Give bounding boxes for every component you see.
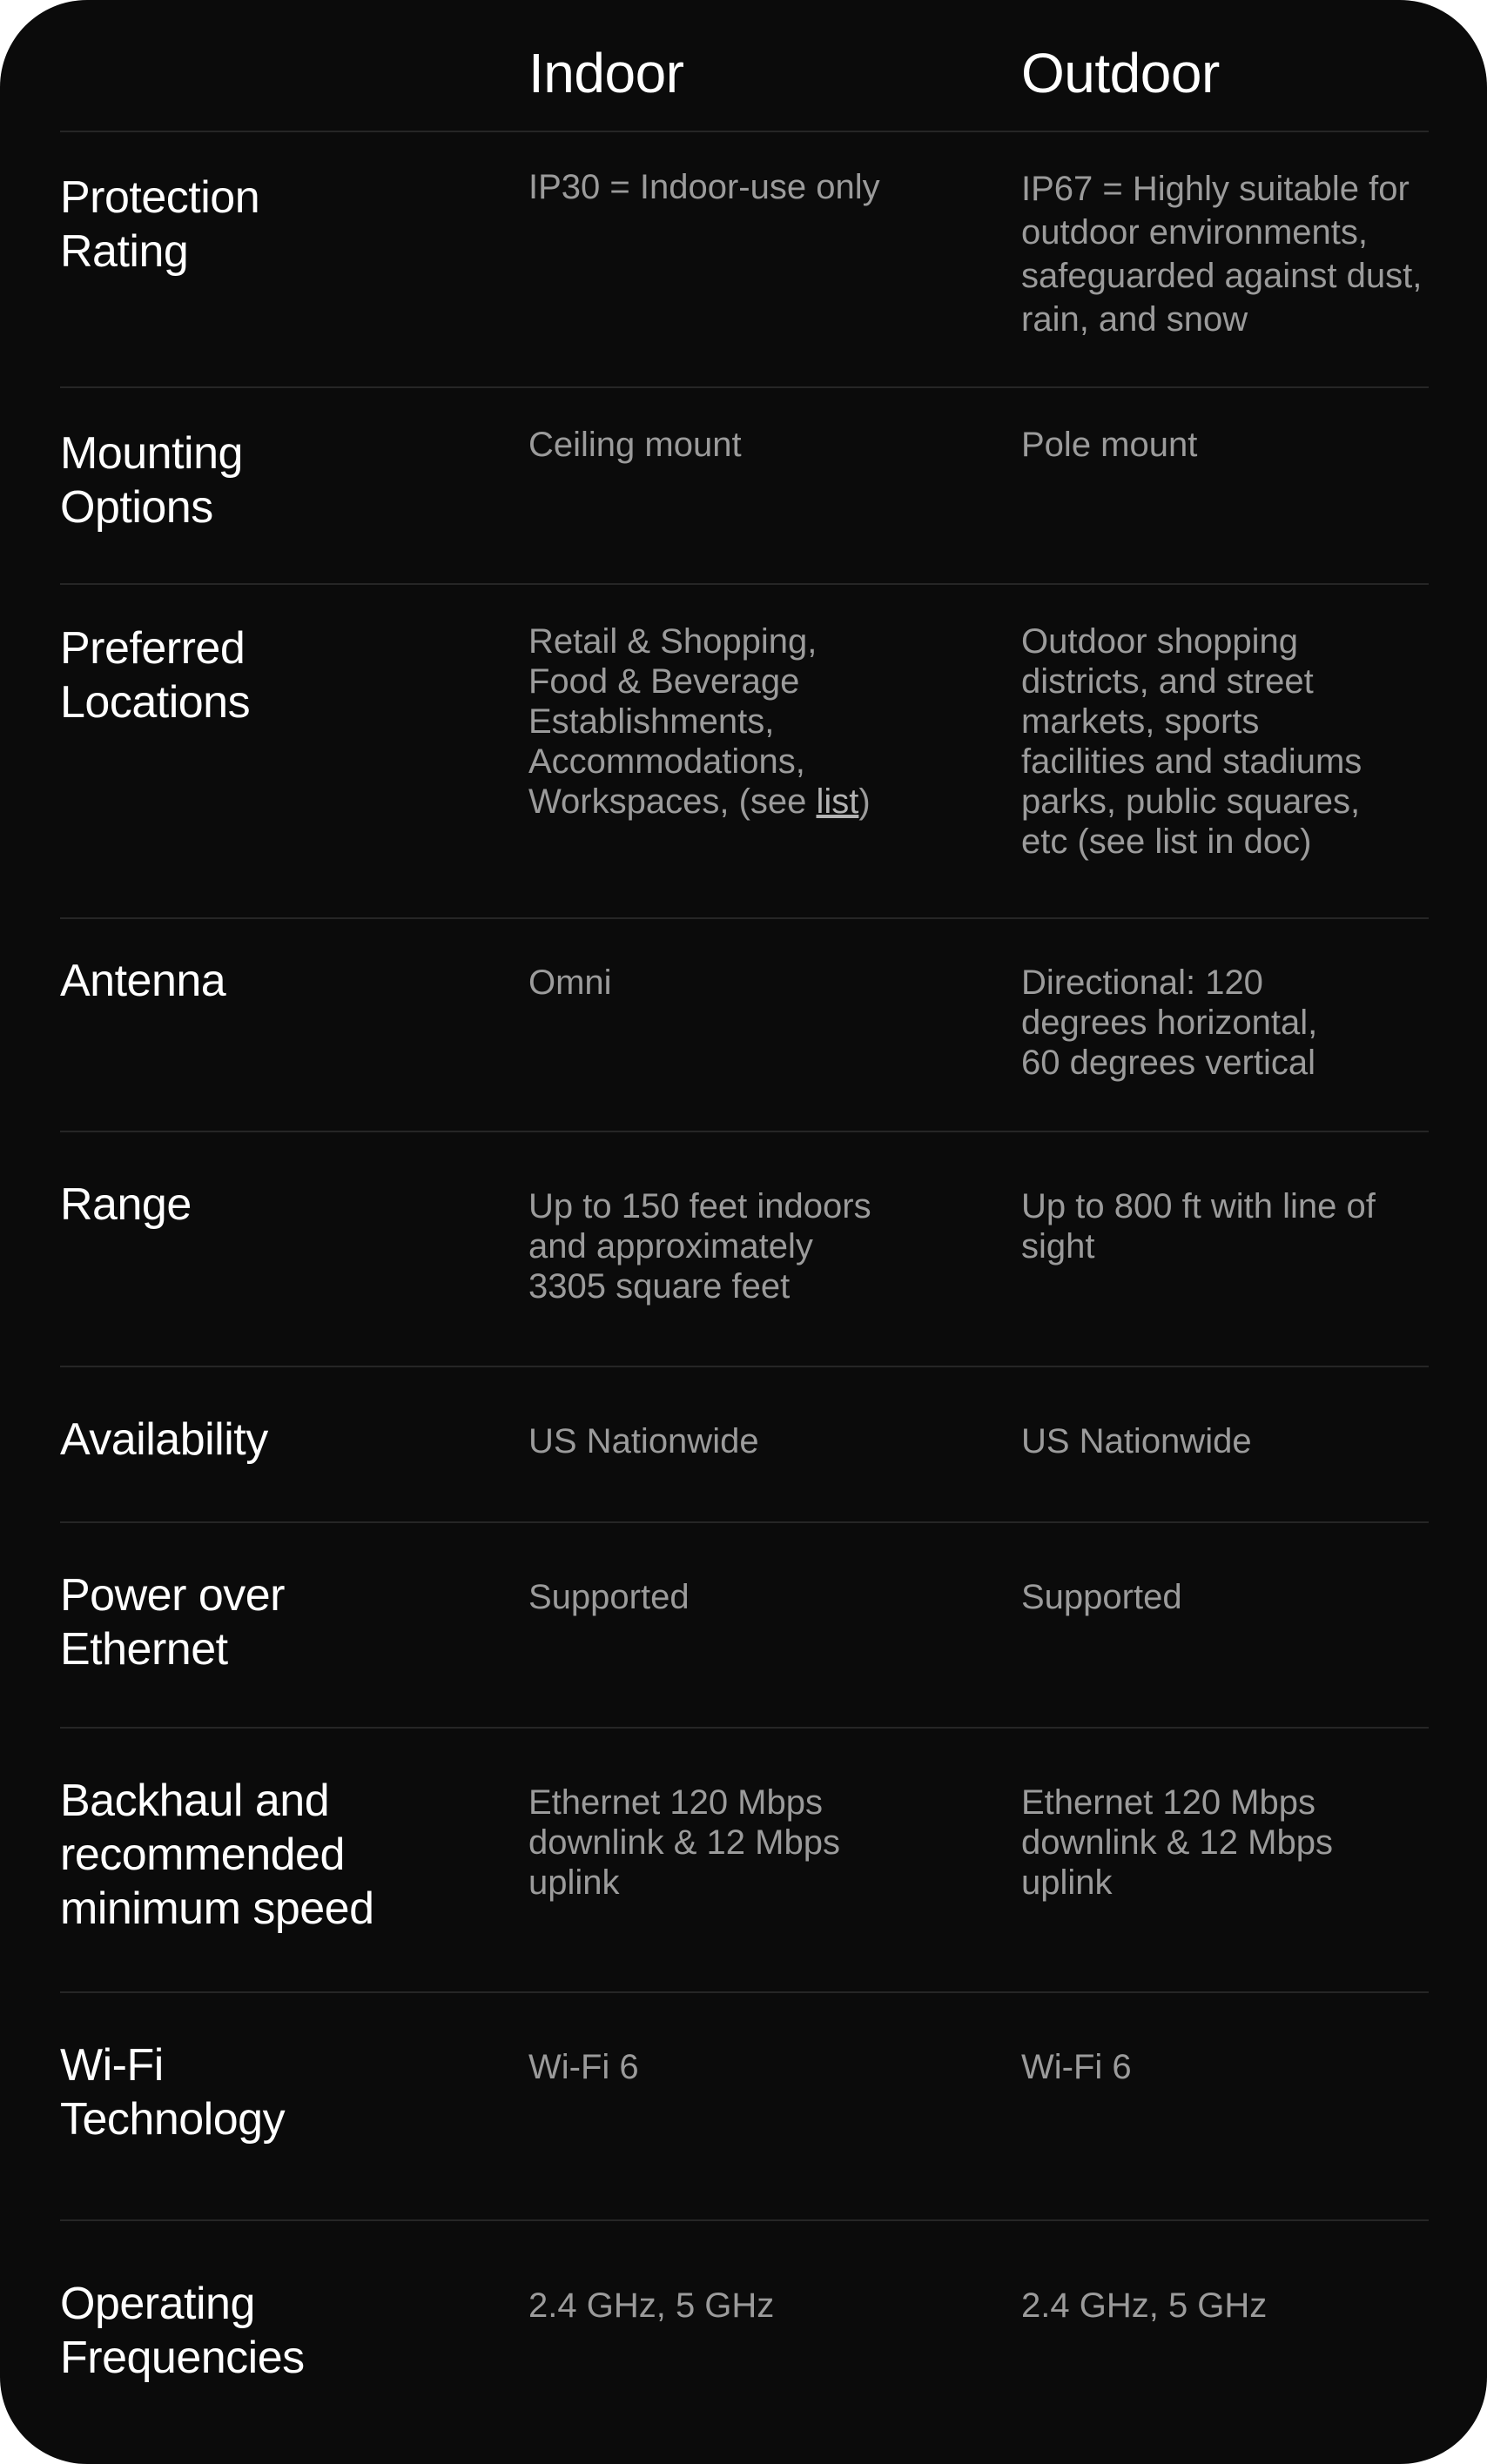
row-operating-frequencies <box>60 2221 1429 2464</box>
table-header <box>60 0 1429 132</box>
indoor-value: Ceiling mount <box>528 426 742 464</box>
indoor-value: Wi-Fi 6 <box>528 2048 639 2086</box>
indoor-value-text: Retail & Shopping, Food & Beverage Establishments, Accommodations, Workspaces, (see <box>528 622 818 821</box>
column-header-indoor: Indoor <box>528 42 684 104</box>
indoor-value: US Nationwide <box>528 1422 759 1460</box>
row-protection-rating <box>60 132 1429 388</box>
row-label: Wi-Fi Technology <box>60 2040 286 2145</box>
row-label: Operating Frequencies <box>60 2279 305 2383</box>
row-label: Mounting Options <box>60 428 243 533</box>
outdoor-value: US Nationwide <box>1021 1422 1252 1460</box>
outdoor-value: Ethernet 120 Mbps downlink & 12 Mbps uplink <box>1021 1783 1333 1902</box>
row-label: Availability <box>60 1414 268 1465</box>
outdoor-value: Directional: 120 degrees horizontal, 60 degrees vertical <box>1021 963 1318 1082</box>
row-wifi-technology <box>60 1993 1429 2221</box>
row-backhaul <box>60 1729 1429 1993</box>
indoor-value: IP30 = Indoor-use only <box>528 168 880 206</box>
outdoor-value: Supported <box>1021 1578 1182 1616</box>
row-label: Power over Ethernet <box>60 1570 285 1675</box>
outdoor-value: Outdoor shopping districts, and street markets, sports facilities and stadiums parks, public squares, etc (see list in doc) <box>1021 622 1363 861</box>
row-label: Preferred Locations <box>60 623 251 728</box>
outdoor-value: IP67 = Highly suitable for outdoor environments, safeguarded against dust, rain, and snow <box>1021 170 1423 339</box>
indoor-value <box>528 621 877 822</box>
indoor-value: Omni <box>528 963 612 1002</box>
row-mounting-options <box>60 388 1429 585</box>
outdoor-value: 2.4 GHz, 5 GHz <box>1021 2286 1268 2325</box>
indoor-value: Supported <box>528 1578 690 1616</box>
outdoor-value: Pole mount <box>1021 426 1198 464</box>
row-label: Antenna <box>60 956 226 1006</box>
row-availability <box>60 1367 1429 1523</box>
column-header-outdoor: Outdoor <box>1021 42 1220 104</box>
indoor-value: Ethernet 120 Mbps downlink & 12 Mbps uplink <box>528 1783 840 1902</box>
row-antenna <box>60 919 1429 1132</box>
row-power-over-ethernet <box>60 1523 1429 1729</box>
indoor-value: Up to 150 feet indoors and approximately 3305 square feet <box>528 1187 871 1306</box>
list-link[interactable]: list <box>816 782 859 821</box>
row-label: Protection Rating <box>60 172 260 277</box>
row-range <box>60 1132 1429 1367</box>
indoor-value: 2.4 GHz, 5 GHz <box>528 2286 775 2325</box>
outdoor-value: Wi-Fi 6 <box>1021 2048 1132 2086</box>
row-label: Backhaul and recommended minimum speed <box>60 1776 374 1934</box>
outdoor-value: Up to 800 ft with line of sight <box>1021 1187 1376 1266</box>
row-label: Range <box>60 1179 192 1230</box>
row-preferred-locations <box>60 585 1429 919</box>
indoor-value-suffix: ) <box>858 782 871 821</box>
